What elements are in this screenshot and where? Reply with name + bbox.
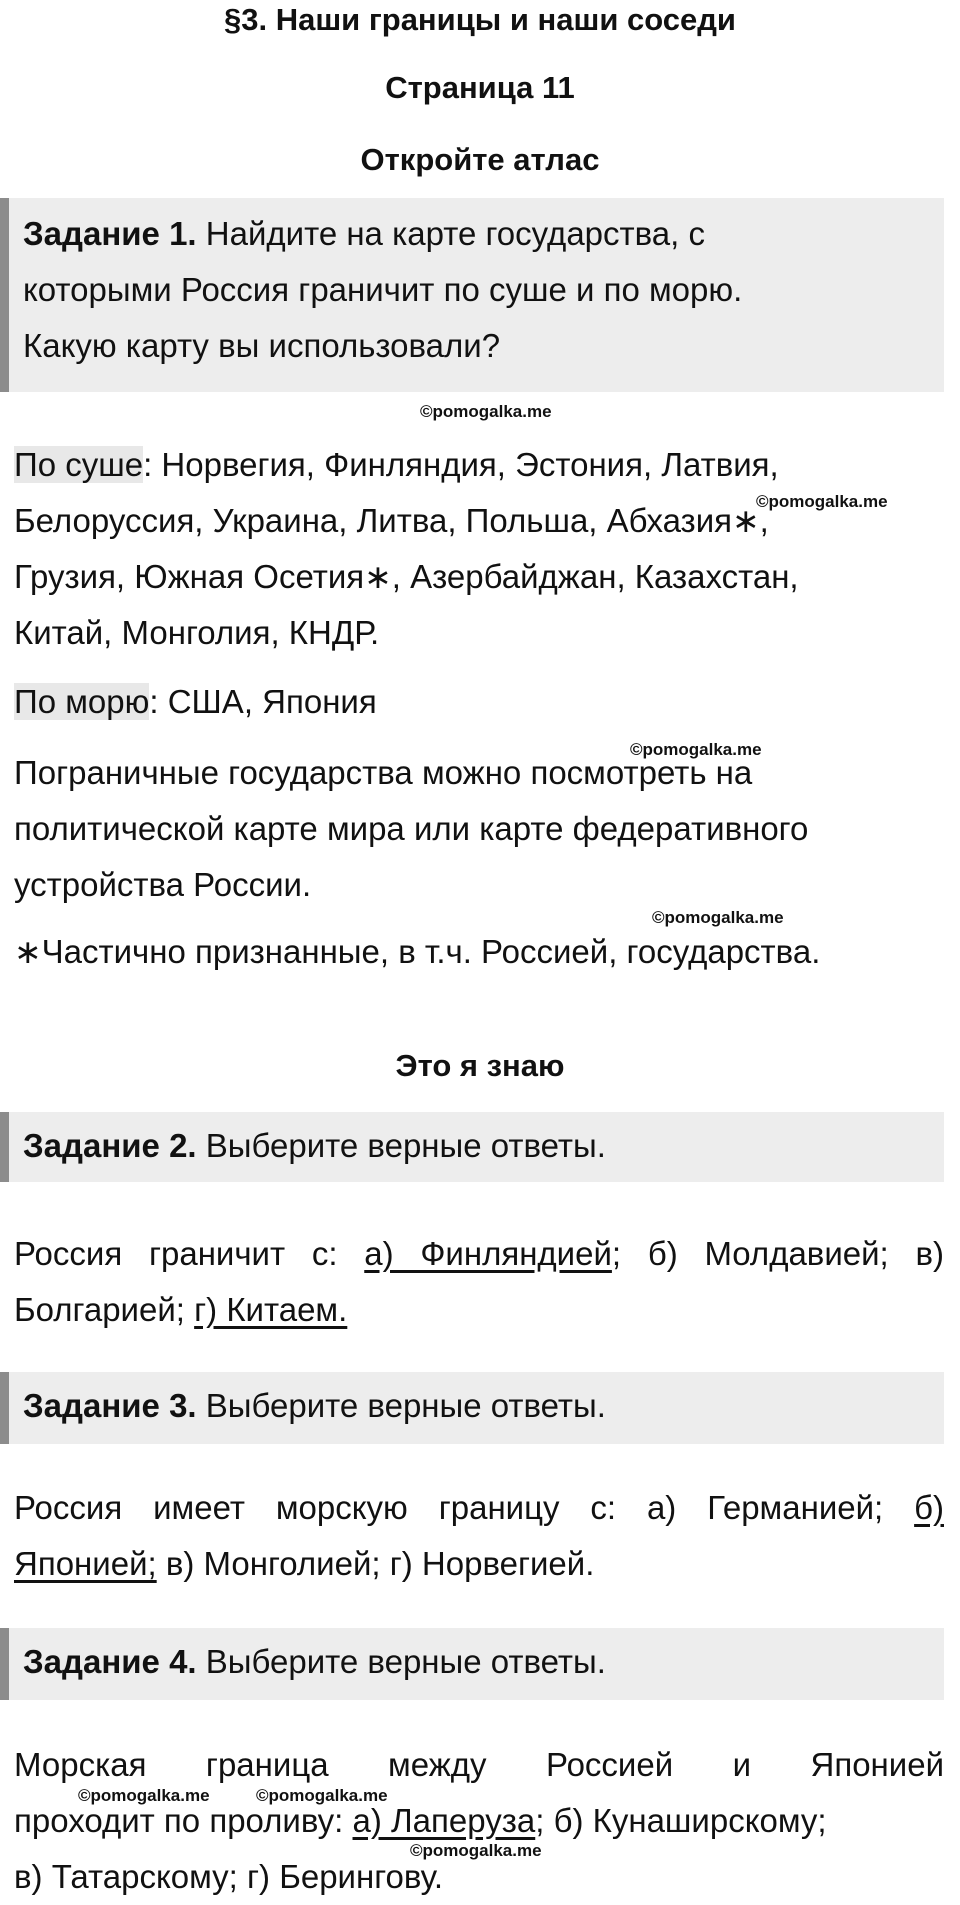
task4-box [0, 1628, 944, 1700]
watermark: ©pomogalka.me [630, 740, 762, 759]
task4-line2-start: проходит по проливу: [14, 1802, 353, 1839]
task4-line2-end: ; б) Кунаширскому; [535, 1802, 827, 1839]
task4-answer [14, 1737, 944, 1905]
land-line3: Грузия, Южная Осетия∗, Азербайджан, Казахстан, [14, 558, 799, 595]
task2-line1-start: Россия граничит с: [14, 1235, 365, 1272]
section2-title: Это я знаю [395, 1048, 565, 1083]
task3-label: Задание 3. [23, 1387, 197, 1424]
task4-label: Задание 4. [23, 1643, 197, 1680]
section-title: §3. Наши границы и наши соседи [224, 2, 736, 37]
task3-answer-b-part1: б) [914, 1489, 944, 1526]
task4-answer-a: а) Лаперуза [352, 1802, 536, 1839]
task3-line2 [14, 1536, 944, 1592]
sea-label: По морю [14, 683, 150, 720]
task1-land-answer [14, 437, 944, 661]
task3-answer-b-part2: Японией; [14, 1545, 157, 1582]
task3-box [0, 1372, 944, 1444]
task1-label: Задание 1. [23, 215, 197, 252]
task3-line2-end: в) Монголией; г) Норвегией. [156, 1545, 595, 1582]
task2-box [0, 1112, 944, 1182]
task2-answer [14, 1226, 944, 1338]
land-label: По суше [14, 446, 144, 483]
task4-line1: Морская граница между Россией и Японией [14, 1746, 944, 1783]
land-text: : Норвегия, Финляндия, Эстония, Латвия, [143, 446, 779, 483]
watermark: ©pomogalka.me [78, 1786, 210, 1805]
watermark: ©pomogalka.me [420, 402, 552, 421]
land-line2: Белоруссия, Украина, Литва, Польша, Абхазия∗, [14, 502, 769, 539]
task3-question: Выберите верные ответы. [196, 1387, 606, 1424]
task2-line1 [14, 1226, 944, 1282]
task2-line2 [14, 1282, 944, 1338]
task1-question-line1 [23, 206, 934, 262]
task2-label: Задание 2. [23, 1127, 197, 1164]
task3-line1-start: Россия имеет морскую границу с: а) Германией; [14, 1489, 915, 1526]
task1-box [0, 198, 944, 392]
watermark: ©pomogalka.me [256, 1786, 388, 1805]
land-line4: Китай, Монголия, КНДР. [14, 614, 380, 651]
watermark: ©pomogalka.me [756, 492, 888, 511]
task4-question: Выберите верные ответы. [196, 1643, 606, 1680]
task1-note [14, 745, 944, 913]
land-line1 [14, 437, 944, 493]
watermark: ©pomogalka.me [652, 908, 784, 927]
task2-line2-start: Болгарией; [14, 1291, 195, 1328]
note-line3: устройства России. [14, 866, 312, 903]
task1-question-text: Найдите на карте государства, с [196, 215, 705, 252]
task2-answer-g: г) Китаем. [194, 1291, 348, 1328]
sea-text: : США, Япония [149, 683, 377, 720]
task2-question: Выберите верные ответы. [196, 1127, 606, 1164]
task1-sea-answer [14, 674, 944, 730]
task2-line1-end: ; б) Молдавией; в) [611, 1235, 944, 1272]
task3-line1 [14, 1480, 944, 1536]
task1-question-line2: которыми Россия граничит по суше и по морю. [23, 271, 743, 308]
watermark: ©pomogalka.me [410, 1841, 542, 1860]
task1-footnote: ∗Частично признанные, в т.ч. Россией, государства. [14, 933, 821, 970]
task3-answer [14, 1480, 944, 1592]
note-line1: Пограничные государства можно посмотреть на [14, 754, 753, 791]
page-label: Страница 11 [385, 70, 575, 105]
note-line2: политической карте мира или карте федеративного [14, 810, 809, 847]
task1-question-line3: Какую карту вы использовали? [23, 327, 501, 364]
task2-answer-a: а) Финляндией [364, 1235, 612, 1272]
task4-line3: в) Татарскому; г) Берингову. [14, 1858, 444, 1895]
subtitle: Откройте атлас [360, 142, 600, 177]
